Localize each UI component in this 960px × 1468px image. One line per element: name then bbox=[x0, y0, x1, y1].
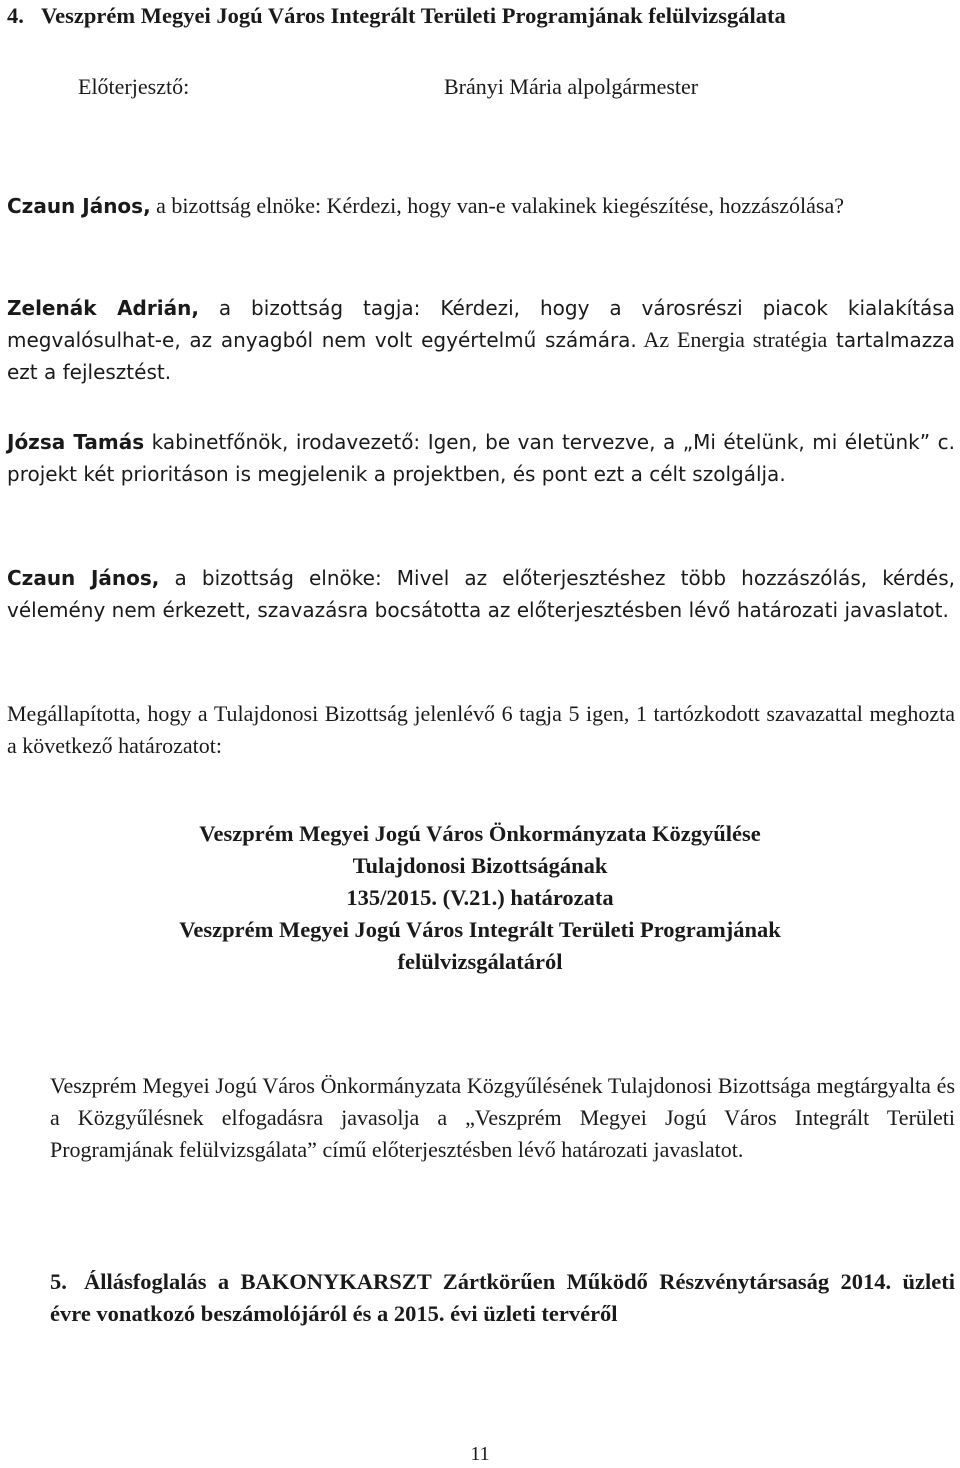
paragraph-4 bbox=[7, 562, 955, 626]
section-5-title: Állásfoglalás a BAKONYKARSZT Zártkörűen Működő Részvénytársaság 2014. üzleti évre vonatkozó beszámolójáról és a 2015. évi üzleti tervéről bbox=[50, 1269, 955, 1326]
speaker-name: Józsa Tamás bbox=[7, 430, 145, 454]
section-4-heading bbox=[7, 0, 955, 32]
paragraph-text: a bizottság elnöke: Mivel az előterjesztéshez több hozzászólás, kérdés, vélemény nem érkezett, szavazásra bocsátotta az előterjesztésben lévő határozati javaslatot. bbox=[7, 566, 956, 622]
page-number: 11 bbox=[470, 1443, 490, 1465]
paragraph-1 bbox=[7, 190, 955, 222]
presenter-name: Brányi Mária alpolgármester bbox=[444, 74, 699, 99]
speaker-name: Czaun János, bbox=[7, 566, 160, 590]
section-5-number: 5. bbox=[50, 1269, 67, 1294]
resolution-title-line: Veszprém Megyei Jogú Város Integrált Területi Programjának bbox=[179, 917, 781, 942]
speaker-name: Zelenák Adrián, bbox=[7, 296, 199, 320]
section-5-heading bbox=[50, 1266, 955, 1330]
paragraph-text: a bizottság elnöke: Kérdezi, hogy van-e valakinek kiegészítése, hozzászólása? bbox=[150, 193, 844, 218]
resolution-title-line: felülvizsgálatáról bbox=[397, 949, 563, 974]
resolution-title-line: Veszprém Megyei Jogú Város Önkormányzata Közgyűlése bbox=[199, 821, 761, 846]
resolution-title-line: 135/2015. (V.21.) határozata bbox=[346, 885, 614, 910]
paragraph-5 bbox=[7, 698, 955, 762]
paragraph-2 bbox=[7, 292, 955, 388]
paragraph-text: Megállapította, hogy a Tulajdonosi Bizottság jelenlévő 6 tagja 5 igen, 1 tartózkodott szavazattal meghozta a következő határozatot: bbox=[7, 701, 955, 758]
paragraph-3 bbox=[7, 426, 955, 490]
resolution-title bbox=[0, 818, 960, 978]
resolution-text: Veszprém Megyei Jogú Város Önkormányzata Közgyűlésének Tulajdonosi Bizottsága megtárgyalta és a Közgyűlésnek elfogadásra javasolja a „Veszprém Megyei Jogú Város Integrált Területi Programjának felülvizsgálata” című előterjesztésben lévő határozati javaslatot. bbox=[50, 1073, 955, 1162]
paragraph-text-tail: tartalmazza ezt a fejlesztést. bbox=[7, 328, 956, 384]
paragraph-text: a bizottság tagja: Kérdezi, hogy a városrészi piacok kialakítása megvalósulhat-e, az anyagból nem volt egyértelmű számára. bbox=[7, 296, 955, 352]
section-4-number: 4. bbox=[7, 3, 24, 28]
presenter-label: Előterjesztő: bbox=[78, 74, 190, 99]
resolution-title-line: Tulajdonosi Bizottságának bbox=[352, 853, 608, 878]
paragraph-text: kabinetfőnök, irodavezető: Igen, be van tervezve, a „Mi ételünk, mi életünk” c. projekt két prioritáson is megjelenik a projektben, és pont ezt a célt szolgálja. bbox=[7, 430, 955, 486]
section-4-title: Veszprém Megyei Jogú Város Integrált Területi Programjának felülvizsgálata bbox=[41, 3, 786, 28]
paragraph-text-serif: Az Energia stratégia bbox=[636, 327, 828, 352]
speaker-name: Czaun János, bbox=[7, 194, 151, 218]
